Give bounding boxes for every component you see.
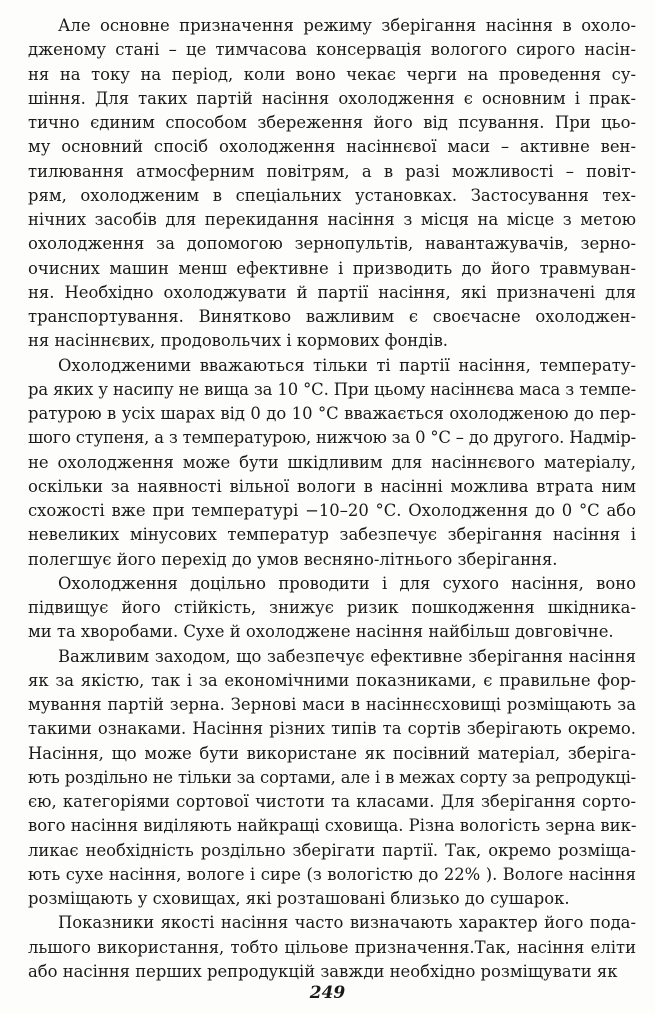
- text-line: Насіння, що може бути використане як посівний матеріал, зберіга-: [28, 743, 636, 763]
- text-line: тично єдиним способом збереження його від псування. При цьо-: [28, 113, 636, 132]
- text-line: дженому стані – це тимчасова консервація вологого сирого насін-: [28, 40, 636, 60]
- text-line: або насіння перших репродукцій завжди необхідно розміщувати як: [28, 961, 618, 981]
- text-line: мування партій зерна. Зернові маси в насіннєсховищі розміщають за: [28, 695, 636, 714]
- text-line: му основний спосіб охолодження насіннєвої маси – активне вен-: [28, 137, 636, 157]
- paragraph: [28, 572, 636, 645]
- body-text: [28, 14, 636, 984]
- text-line: як за якістю, так і за економічними показниками, є правильне фор-: [28, 670, 636, 690]
- page-number: 249: [309, 983, 346, 1003]
- text-line: ра яких у насипу не вища за 10 °С. При цьому насіннєва маса з темпе-: [28, 379, 636, 399]
- text-line: ня на току на період, коли воно чекає черги на проведення су-: [28, 64, 636, 84]
- text-line: розміщають у сховищах, які розташовані близько до сушарок.: [28, 889, 570, 908]
- text-line: тилювання атмосферним повітрям, а в разі можливості – повіт-: [28, 161, 636, 181]
- text-line: шого ступеня, а з температурою, нижчою за 0 °С – до другого. Надмір-: [28, 428, 636, 448]
- text-line: Але основне призначення режиму зберігання насіння в охоло-: [58, 16, 636, 35]
- text-line: такими ознаками. Насіння різних типів та сортів зберігають окремо.: [28, 719, 636, 739]
- text-line: очисних машин менш ефективне і призводить до його травмуван-: [28, 258, 636, 278]
- paragraph: [28, 354, 636, 572]
- text-line: ратурою в усіх шарах від 0 до 10 °С вважається охолодженою до пер-: [28, 404, 636, 423]
- text-line: невеликих мінусових температур забезпечує зберігання насіння і: [28, 525, 636, 545]
- text-line: ня насіннєвих, продовольчих і кормових фондів.: [28, 331, 449, 351]
- text-line: Охолодження доцільно проводити і для сухого насіння, воно: [58, 573, 636, 593]
- text-line: охолодження за допомогою зернопультів, навантажувачів, зерно-: [28, 234, 636, 254]
- text-line: оскільки за наявності вільної вологи в насінні можлива втрата ним: [28, 476, 636, 496]
- text-line: Важливим заходом, що забезпечує ефективне зберігання насіння: [58, 646, 636, 666]
- text-line: Охолодженими вважаються тільки ті партії насіння, температу-: [58, 355, 636, 375]
- text-line: ють сухе насіння, вологе і сире (з вологістю до 22% ). Вологе насіння: [28, 864, 636, 884]
- paragraph: [28, 14, 636, 354]
- text-line: шіння. Для таких партій насіння охолодження є основним і прак-: [28, 88, 636, 108]
- text-line: вого насіння виділяють найкращі сховища. Різна вологість зерна вик-: [28, 816, 636, 836]
- text-line: не охолодження може бути шкідливим для насіннєвого матеріалу,: [28, 452, 636, 472]
- text-line: ликає необхідність роздільно зберігати партії. Так, окремо розміща-: [28, 840, 636, 860]
- paragraph: [28, 645, 636, 912]
- text-line: ми та хворобами. Сухе й охолоджене насіння найбільш довговічне.: [28, 622, 614, 642]
- text-line: ня. Необхідно охолоджувати й партії насіння, які призначені для: [28, 282, 636, 302]
- text-line: транспортування. Винятково важливим є своєчасне охолоджен-: [28, 307, 636, 326]
- text-line: полегшує його перехід до умов весняно-літнього зберігання.: [28, 549, 558, 569]
- paragraph: [28, 911, 636, 984]
- text-line: льшого використання, тобто цільове призначення.Так, насіння еліти: [28, 937, 636, 957]
- text-line: схожості вже при температурі −10–20 °С. Охолодження до 0 °С або: [28, 501, 636, 520]
- text-line: нічних засобів для перекидання насіння з місця на місце з метою: [28, 210, 636, 229]
- text-line: ють роздільно не тільки за сортами, але і в межах сорту за репродукці-: [28, 767, 636, 787]
- text-line: єю, категоріями сортової чистоти та класами. Для зберігання сорто-: [28, 792, 636, 811]
- text-line: Показники якості насіння часто визначають характер його пода-: [58, 913, 636, 933]
- text-line: рям, охолодженим в спеціальних установках. Застосування тех-: [28, 185, 636, 205]
- text-line: підвищує його стійкість, знижує ризик пошкодження шкідника-: [28, 598, 636, 617]
